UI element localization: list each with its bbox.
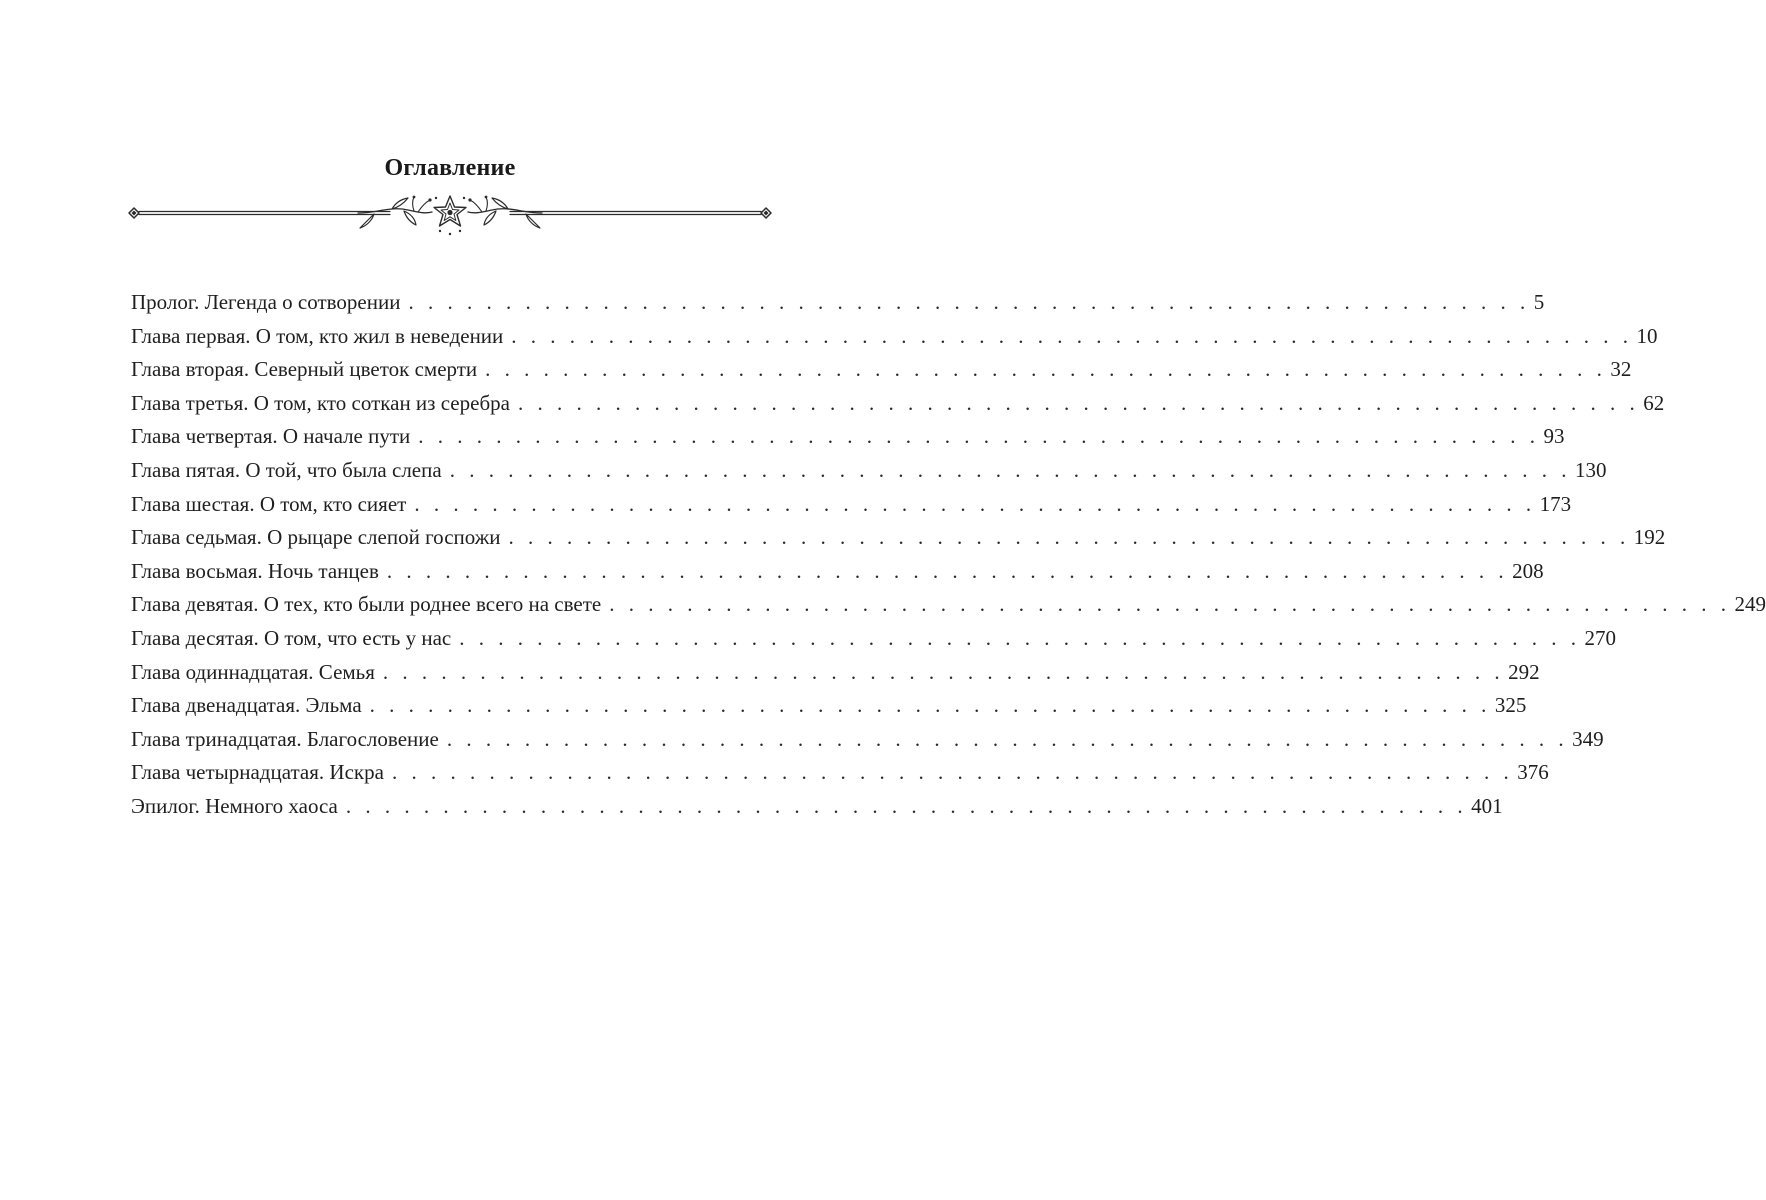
toc-entry-title: Глава первая. О том, кто жил в неведении [131, 323, 504, 348]
toc-entry[interactable] [131, 420, 1565, 454]
toc-leader-dots: . . . . . . . . . . . . . . . . . . . . . . . . . . . . . . . . . . . . . . . . . . . . . . . . . . . . . . . . . . [446, 726, 1569, 751]
toc-entry[interactable] [131, 656, 1540, 690]
toc-entry-page: 208 [1512, 558, 1544, 583]
toc-leader-dots: . . . . . . . . . . . . . . . . . . . . . . . . . . . . . . . . . . . . . . . . . . . . . . . . . . . . . . . . . . [449, 457, 1571, 482]
toc-entry[interactable] [131, 756, 1549, 790]
toc-entry-title: Глава восьмая. Ночь танцев [131, 558, 379, 583]
toc-leader-dots: . . . . . . . . . . . . . . . . . . . . . . . . . . . . . . . . . . . . . . . . . . . . . . . . . . . . . . . . . . [345, 793, 1468, 818]
toc-entry-title: Эпилог. Немного хаоса [131, 793, 338, 818]
toc-entry[interactable] [131, 588, 1766, 622]
toc-leader-dots: . . . . . . . . . . . . . . . . . . . . . . . . . . . . . . . . . . . . . . . . . . . . . . . . . . . . . . . . . . [418, 424, 1540, 449]
toc-leader-dots: . . . . . . . . . . . . . . . . . . . . . . . . . . . . . . . . . . . . . . . . . . . . . . . . . . . . . . . . . . [369, 693, 1491, 718]
toc-leader-dots: . . . . . . . . . . . . . . . . . . . . . . . . . . . . . . . . . . . . . . . . . . . . . . . . . . . . . . . . . . [459, 625, 1581, 650]
toc-entry[interactable] [131, 353, 1632, 387]
toc-leader-dots: . . . . . . . . . . . . . . . . . . . . . . . . . . . . . . . . . . . . . . . . . . . . . . . . . . . . . . . . . . [485, 357, 1607, 382]
toc-entry[interactable] [131, 320, 1658, 354]
toc-entry[interactable] [131, 387, 1665, 421]
toc-entry-title: Глава шестая. О том, кто сияет [131, 491, 407, 516]
toc-entry-title: Глава девятая. О тех, кто были роднее всего на свете [131, 592, 602, 617]
toc-leader-dots: . . . . . . . . . . . . . . . . . . . . . . . . . . . . . . . . . . . . . . . . . . . . . . . . . . . . . . . . . . [508, 525, 1630, 550]
toc-entry-title: Глава тринадцатая. Благословение [131, 726, 439, 751]
toc-entry-page: 62 [1643, 390, 1665, 415]
toc-entry-page: 93 [1543, 424, 1565, 449]
toc-entry-page: 173 [1539, 491, 1572, 516]
toc-leader-dots: . . . . . . . . . . . . . . . . . . . . . . . . . . . . . . . . . . . . . . . . . . . . . . . . . . . . . . . . . . [511, 323, 1633, 348]
table-of-contents [131, 286, 1766, 824]
toc-entry-title: Глава двенадцатая. Эльма [131, 693, 362, 718]
toc-entry-title: Глава седьмая. О рыцаре слепой госпожи [131, 525, 501, 550]
toc-entry-page: 292 [1508, 659, 1540, 684]
toc-leader-dots: . . . . . . . . . . . . . . . . . . . . . . . . . . . . . . . . . . . . . . . . . . . . . . . . . . . . . . . . . . [609, 592, 1731, 617]
toc-entry[interactable] [131, 454, 1607, 488]
page-title: Оглавление [384, 155, 516, 182]
toc-entry[interactable] [131, 790, 1503, 824]
toc-leader-dots: . . . . . . . . . . . . . . . . . . . . . . . . . . . . . . . . . . . . . . . . . . . . . . . . . . . . . . . . . . [414, 491, 1536, 516]
toc-entry-page: 32 [1610, 357, 1632, 382]
toc-entry-title: Глава четырнадцатая. Искра [131, 760, 384, 785]
toc-entry-page: 376 [1517, 760, 1549, 785]
toc-entry[interactable] [131, 488, 1572, 522]
toc-leader-dots: . . . . . . . . . . . . . . . . . . . . . . . . . . . . . . . . . . . . . . . . . . . . . . . . . . . . . . . . . . [517, 390, 1640, 415]
toc-entry-page: 270 [1584, 625, 1616, 650]
toc-entry-title: Глава третья. О том, кто соткан из серебра [131, 390, 510, 415]
toc-leader-dots: . . . . . . . . . . . . . . . . . . . . . . . . . . . . . . . . . . . . . . . . . . . . . . . . . . . . . . . . . . [382, 659, 1505, 684]
toc-leader-dots: . . . . . . . . . . . . . . . . . . . . . . . . . . . . . . . . . . . . . . . . . . . . . . . . . . . . . . . . . . [386, 558, 1509, 583]
toc-entry[interactable] [131, 689, 1527, 723]
toc-entry-title: Глава одиннадцатая. Семья [131, 659, 375, 684]
toc-entry-page: 5 [1533, 290, 1545, 314]
toc-leader-dots: . . . . . . . . . . . . . . . . . . . . . . . . . . . . . . . . . . . . . . . . . . . . . . . . . . . . . . . . . . [408, 290, 1530, 314]
toc-entry[interactable] [131, 723, 1604, 757]
toc-entry-page: 249 [1734, 592, 1766, 617]
toc-leader-dots: . . . . . . . . . . . . . . . . . . . . . . . . . . . . . . . . . . . . . . . . . . . . . . . . . . . . . . . . . . [391, 760, 1514, 785]
toc-entry-page: 192 [1633, 525, 1666, 550]
toc-entry-title: Глава четвертая. О начале пути [131, 424, 411, 449]
toc-entry-page: 325 [1494, 693, 1527, 718]
toc-entry-page: 401 [1471, 793, 1503, 818]
toc-entry[interactable] [131, 286, 1545, 320]
toc-entry-page: 130 [1574, 457, 1607, 482]
toc-entry[interactable] [131, 555, 1544, 589]
toc-entry-title: Глава вторая. Северный цветок смерти [131, 357, 478, 382]
toc-entry-page: 349 [1572, 726, 1604, 751]
toc-entry[interactable] [131, 521, 1666, 555]
floral-star-divider-icon [128, 192, 772, 238]
toc-entry-page: 10 [1636, 323, 1658, 348]
toc-entry-title: Глава пятая. О той, что была слепа [131, 457, 442, 482]
toc-entry[interactable] [131, 622, 1616, 656]
toc-entry-title: Пролог. Легенда о сотворении [131, 290, 401, 314]
toc-entry-title: Глава десятая. О том, что есть у нас [131, 625, 452, 650]
